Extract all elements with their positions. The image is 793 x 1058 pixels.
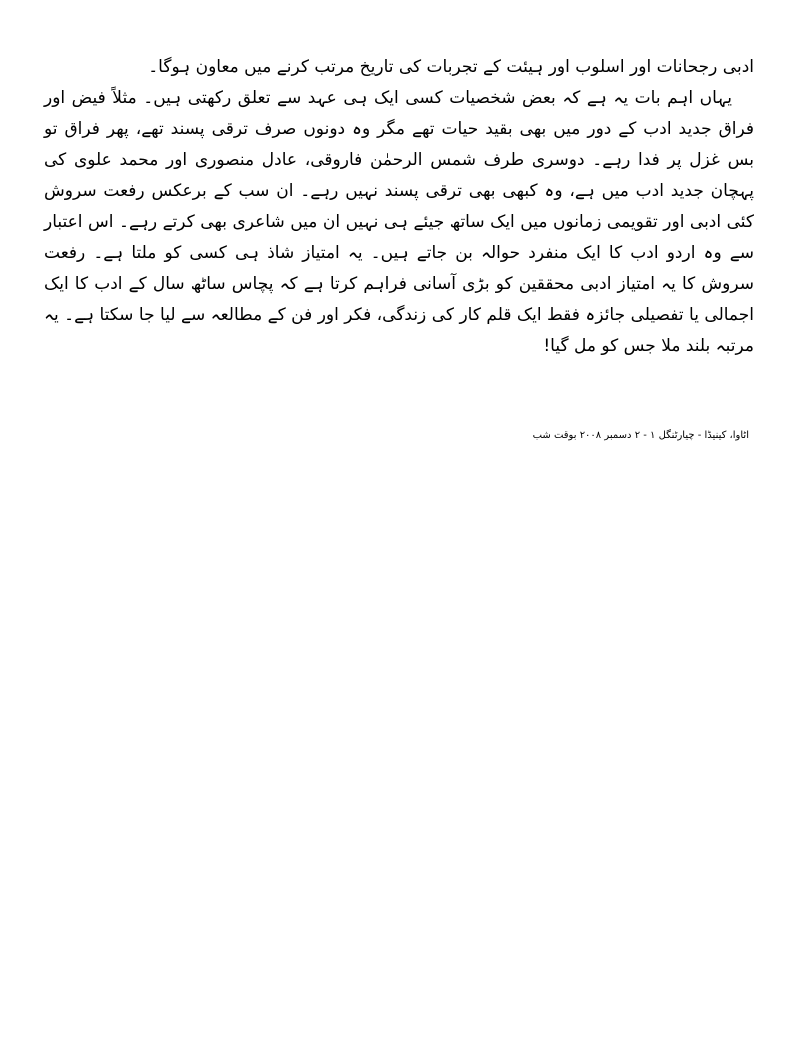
article-body [44,52,754,362]
paragraph-2: یہاں اہم بات یہ ہے کہ بعض شخصیات کسی ایک ہی عہد سے تعلق رکھتی ہیں۔ مثلاً فیض اور فراق جدید ادب کے دور میں بھی بقید حیات تھے مگر وہ دونوں صرف ترقی پسند تھے، پھر فراق تو بس غزل پر فدا رہے۔ دوسری طرف شمس الرحمٰن فاروقی، عادل منصوری اور محمد علوی کی پہچان جدید ادب میں ہے، وہ کبھی بھی ترقی پسند نہیں رہے۔ ان سب کے برعکس رفعت سروش کئی ادبی اور تقویمی زمانوں میں ایک ساتھ جیئے ہی نہیں ان میں شاعری بھی کرتے رہے۔ اس اعتبار سے وہ اردو ادب کا ایک منفرد حوالہ بن جاتے ہیں۔ یہ امتیاز شاذ ہی کسی کو ملتا ہے۔ رفعت سروش کا یہ امتیاز ادبی محققین کو بڑی آسانی فراہم کرتا ہے کہ پچاس ساٹھ سال کے ادب کا ایک اجمالی یا تفصیلی جائزہ فقط ایک قلم کار کی زندگی، فکر اور فن کے مطالعہ سے لیا جا سکتا ہے۔ یہ مرتبہ بلند ملا جس کو مل گیا! [44,88,754,356]
paragraph-1: ادبی رجحانات اور اسلوب اور ہیئت کے تجربات کی تاریخ مرتب کرنے میں معاون ہوگا۔ [148,57,754,77]
place-date-note: اٹاوا، کینیڈا - چیارٹنگل ١ - ٢ دسمبر ٢٠٠٨ بوقت شب [532,430,749,441]
